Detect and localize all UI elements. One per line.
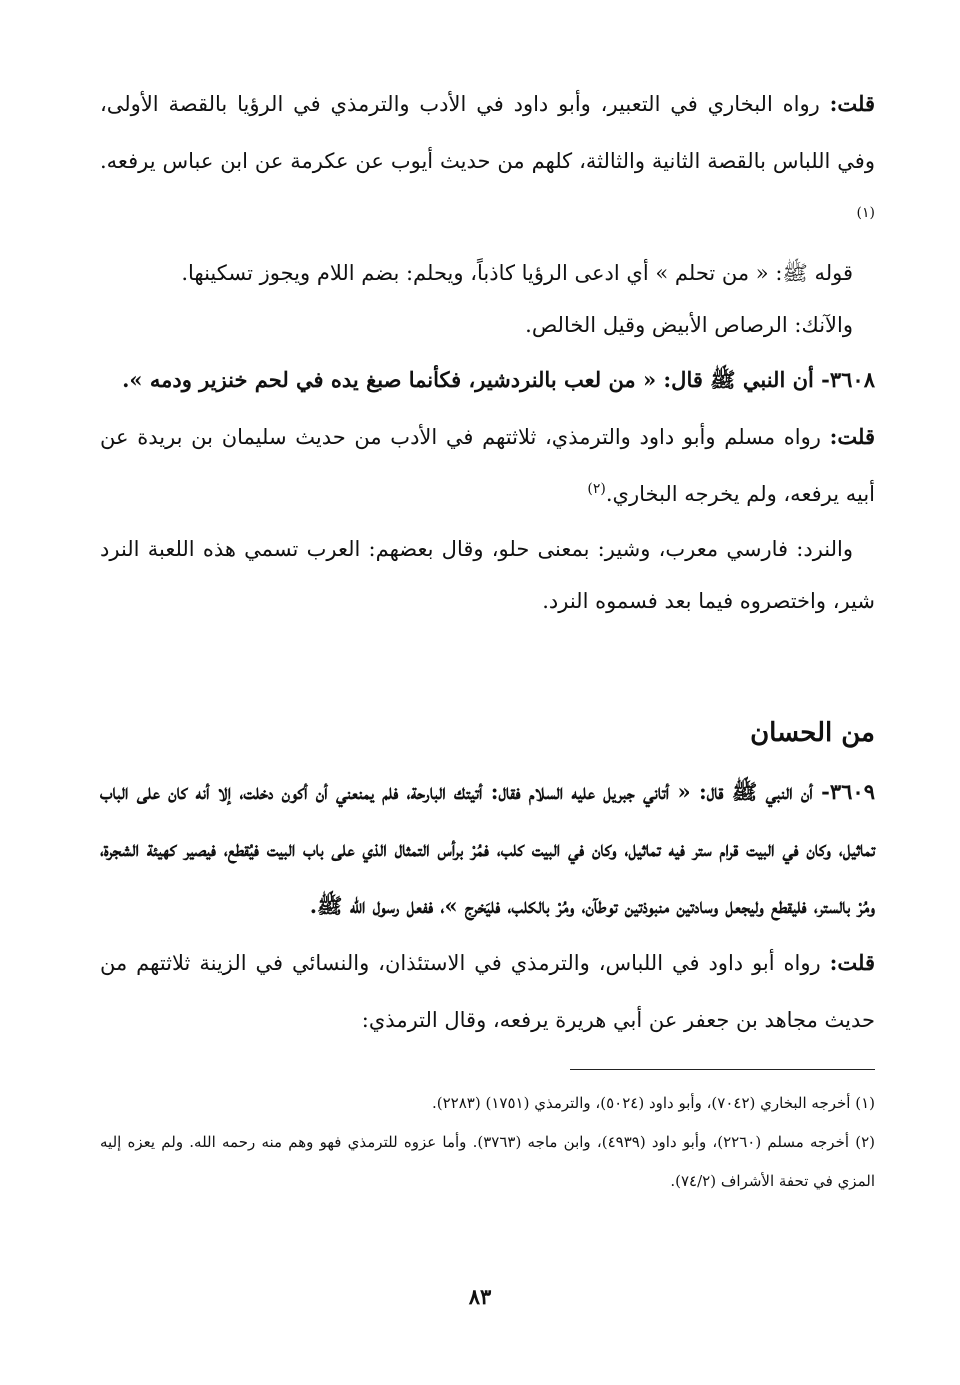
commentary-text: رواه مسلم وأبو داود والترمذي، ثلاثتهم في الأدب من حديث سليمان بن بريدة عن أبيه يرفعه، ولم يخرجه البخاري. [100, 425, 875, 506]
footnote-ref[interactable]: (٢) [587, 481, 606, 497]
footnote-2: (٢) أخرجه مسلم (٢٢٦٠)، وأبو داود (٤٩٣٩)، وابن ماجه (٣٧٦٣). وأما عزوه للترمذي فهو وهم منه رحمه الله. ولم يعزه إليه المزي في تحفة الأشراف (٧٤/٢). [100, 1133, 875, 1190]
explanation-paragraph: قوله ﷺ: « من تحلم » أي ادعى الرؤيا كاذباً، ويحلم: بضم اللام ويجوز تسكينها. [181, 261, 853, 285]
footnote-1: (١) أخرجه البخاري (٧٠٤٢)، وأبو داود (٥٠٢٤)، والترمذي (١٧٥١) (٢٢٨٣). [432, 1094, 875, 1112]
commentary-label: قلت: [829, 950, 875, 975]
commentary-text: رواه أبو داود في اللباس، والترمذي في الاستئذان، والنسائي في الزينة ثلاثتهم من حديث مجاهد بن جعفر عن أبي هريرة يرفعه، وقال الترمذي: [100, 951, 875, 1032]
commentary-label: قلت: [829, 91, 875, 116]
commentary-paragraph [100, 408, 875, 523]
hadith-3608: ٣٦٠٨- أن النبي ﷺ قال: « من لعب بالنردشير، فكأنما صبغ يده في لحم خنزير ودمه ». [122, 367, 875, 392]
footnote-divider [570, 1069, 875, 1070]
page-number: ٨٣ [468, 1284, 492, 1309]
footnote-ref[interactable]: (١) [856, 205, 875, 221]
commentary-text: رواه البخاري في التعبير، وأبو داود في الأدب والترمذي في الرؤيا بالقصة الأولى، وفي اللباس بالقصة الثانية والثالثة، كلهم من حديث أيوب عن عكرمة عن ابن عباس يرفعه. [100, 92, 875, 173]
hadith-3609: ٣٦٠٩- أن النبي ﷺ قال: « أتاني جبريل عليه السلام فقال: أتيتك البارحة، فلم يمنعني أن أكون دخلت، إلا أنه كان على الباب تماثيل، وكان في البيت قرام ستر فيه تماثيل، وكان في البيت كلب، فمُرْ برأس التمثال الذي على باب البيت فيُقطع، فيصير كهيئة الشجرة، ومُرْ بالستر، فليقطع وليجعل وسادتين منبوذتين توطآن، ومُرْ بالكلب، فليَخرج »، ففعل رسول الله ﷺ. [100, 779, 875, 918]
commentary-paragraph [100, 75, 875, 247]
explanation-paragraph: والآنك: الرصاص الأبيض وقيل الخالص. [525, 313, 853, 337]
explanation-paragraph: والنرد: فارسي معرب، وشير: بمعنى حلو، وقال بعضهم: العرب تسمي هذه اللعبة النرد شير، واختصروه فيما بعد فسموه النرد. [100, 537, 875, 613]
commentary-paragraph [100, 934, 875, 1049]
commentary-label: قلت: [829, 424, 875, 449]
section-heading: من الحسان [750, 718, 875, 748]
book-page [100, 75, 875, 1345]
